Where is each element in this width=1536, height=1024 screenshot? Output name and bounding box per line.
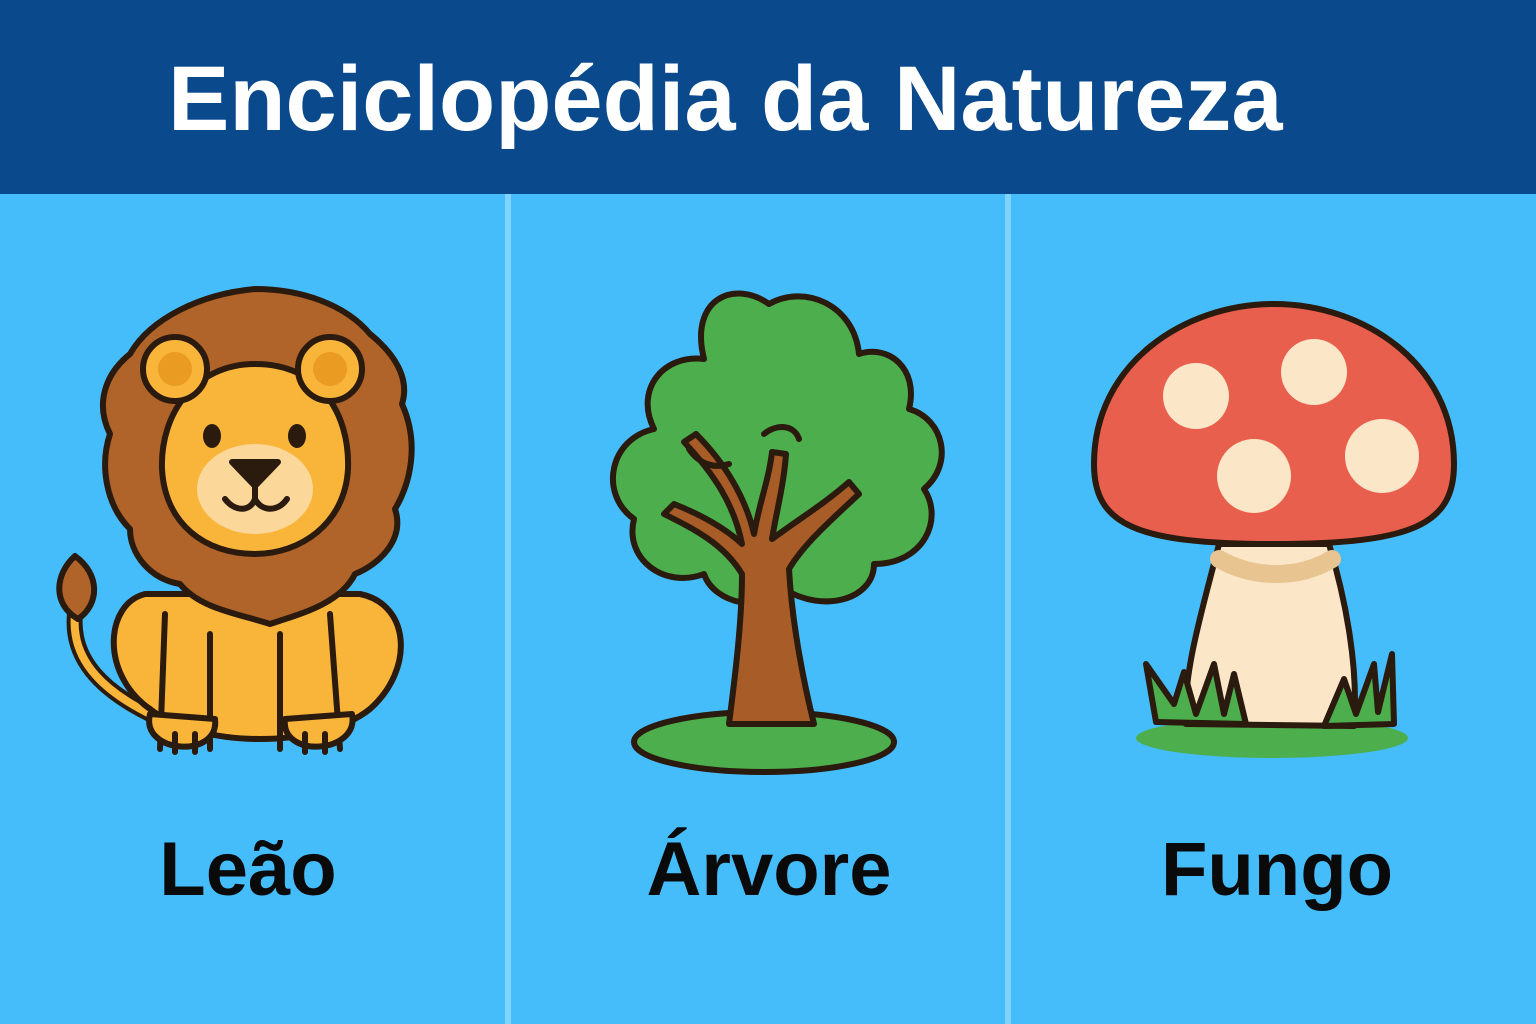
- page-title: Enciclopédia da Natureza: [168, 48, 1283, 150]
- mushroom-icon: [1014, 194, 1536, 814]
- card-lion[interactable]: [0, 194, 504, 1024]
- page-header: [0, 0, 1536, 194]
- card-grid: [0, 194, 1536, 1024]
- card-tree[interactable]: [514, 194, 1004, 1024]
- card-mushroom[interactable]: [1014, 194, 1536, 1024]
- card-label-lion: Leão: [159, 827, 337, 912]
- card-label-mushroom: Fungo: [1160, 827, 1394, 912]
- card-label-tree: Árvore: [646, 827, 892, 912]
- tree-icon: [514, 194, 1004, 814]
- lion-icon: [0, 194, 504, 814]
